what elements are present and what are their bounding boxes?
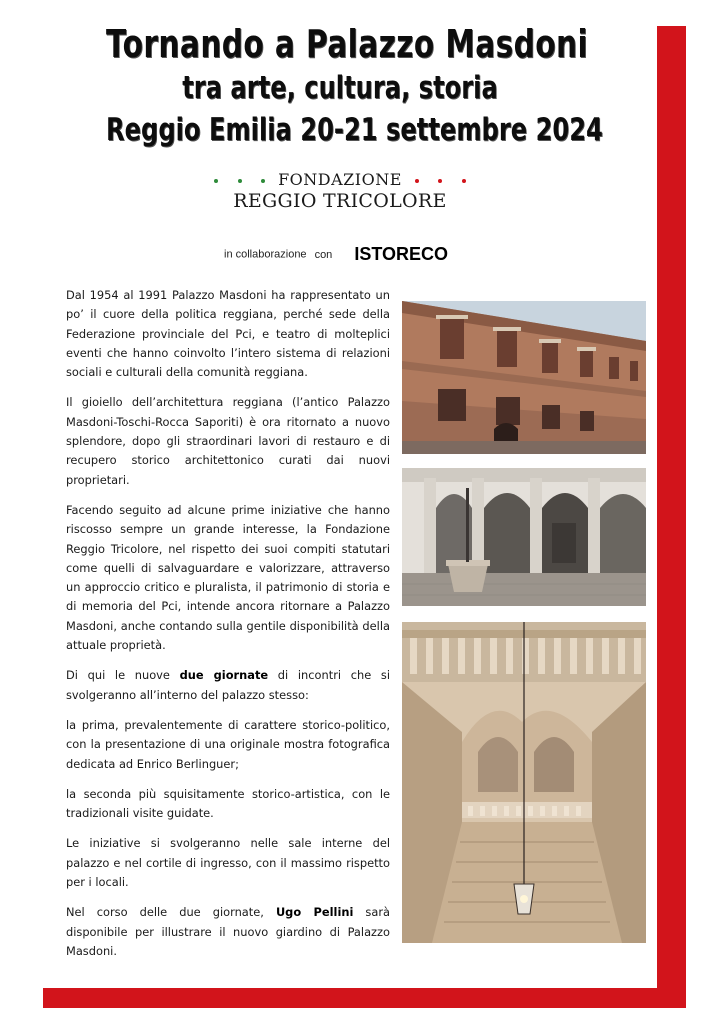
logo-line1: FONDAZIONE	[278, 170, 402, 189]
logo-dot-red-icon	[462, 179, 466, 183]
logo-dot-green-icon	[261, 179, 265, 183]
page-title: Tornando a Palazzo Masdoni	[106, 22, 589, 66]
collaboration-prefix: in collaborazione	[224, 248, 307, 261]
staircase-photo	[402, 622, 646, 943]
red-border-bottom	[43, 988, 686, 1008]
paragraph-first-day: la prima, prevalentemente di carattere storico-politico, con la presentazione di una originale mostra fotografica dedicata ad Enrico Berlinguer;	[66, 717, 390, 771]
logo-dot-green-icon	[214, 179, 218, 183]
bold-ugo-pellini: Ugo Pellini	[275, 905, 354, 920]
courtyard-photo	[402, 468, 646, 606]
paragraph-initiatives: Facendo seguito ad alcune prime iniziative che hanno riscosso sempre un grande interesse, la Fondazione Reggio Tricolore, nel rispetto dei suoi compiti statutari come quelli di salvaguardare e valorizzare, attraverso un approccio critico e pluralista, il patrimonio di storia e di memoria del Pci, intende ancora ritornare a Palazzo Masdoni, anche contando sulla gentile disponibilità della attuale proprietà.	[66, 502, 390, 653]
page-subtitle: tra arte, cultura, storia	[182, 70, 498, 106]
collaboration-with: con	[314, 248, 333, 261]
logo-line2: REGGIO TRICOLORE	[233, 190, 447, 212]
paragraph-history: Dal 1954 al 1991 Palazzo Masdoni ha rappresentato un po’ il cuore della politica reggiana, perché sede della Federazione provinciale del Pci, e teatro di molteplici eventi che hanno coinvolto l’intero sistema di relazioni sociali e culturali della comunità reggiana.	[66, 288, 390, 380]
facade-photo	[402, 301, 646, 454]
logo-dot-red-icon	[438, 179, 442, 183]
paragraph-garden: Nel corso delle due giornate, Ugo Pellini sarà disponibile per illustrare il nuovo giardino di Palazzo Masdoni.	[66, 905, 391, 958]
paragraph-venue: Le iniziative si svolgeranno nelle sale interne del palazzo e nel cortile di ingresso, con il massimo rispetto per i locali.	[66, 836, 390, 890]
logo-dot-red-icon	[415, 179, 419, 183]
red-border-right	[657, 26, 686, 1008]
body-text-column	[66, 286, 390, 972]
bold-two-days: due giornate	[179, 668, 269, 683]
event-date-line: Reggio Emilia 20-21 settembre 2024	[106, 112, 603, 148]
paragraph-restoration: Il gioiello dell’architettura reggiana (l’antico Palazzo Masdoni-Toschi-Rocca Saporiti) è ora ritornato a nuovo splendore, dopo gli straordinari lavori di restauro e di recupero storico architettonico curati dai nuovi proprietari.	[66, 395, 390, 487]
partner-name: ISTORECO	[354, 244, 448, 264]
logo-top-row	[190, 170, 490, 189]
paragraph-two-days: Di qui le nuove due giornate di incontri che si svolgeranno all’interno del palazzo stesso:	[66, 668, 390, 702]
collaboration-line	[224, 244, 448, 265]
paragraph-second-day: la seconda più squisitamente storico-artistica, con le tradizionali visite guidate.	[66, 786, 390, 821]
logo-dot-green-icon	[238, 179, 242, 183]
fondazione-logo	[190, 166, 490, 218]
